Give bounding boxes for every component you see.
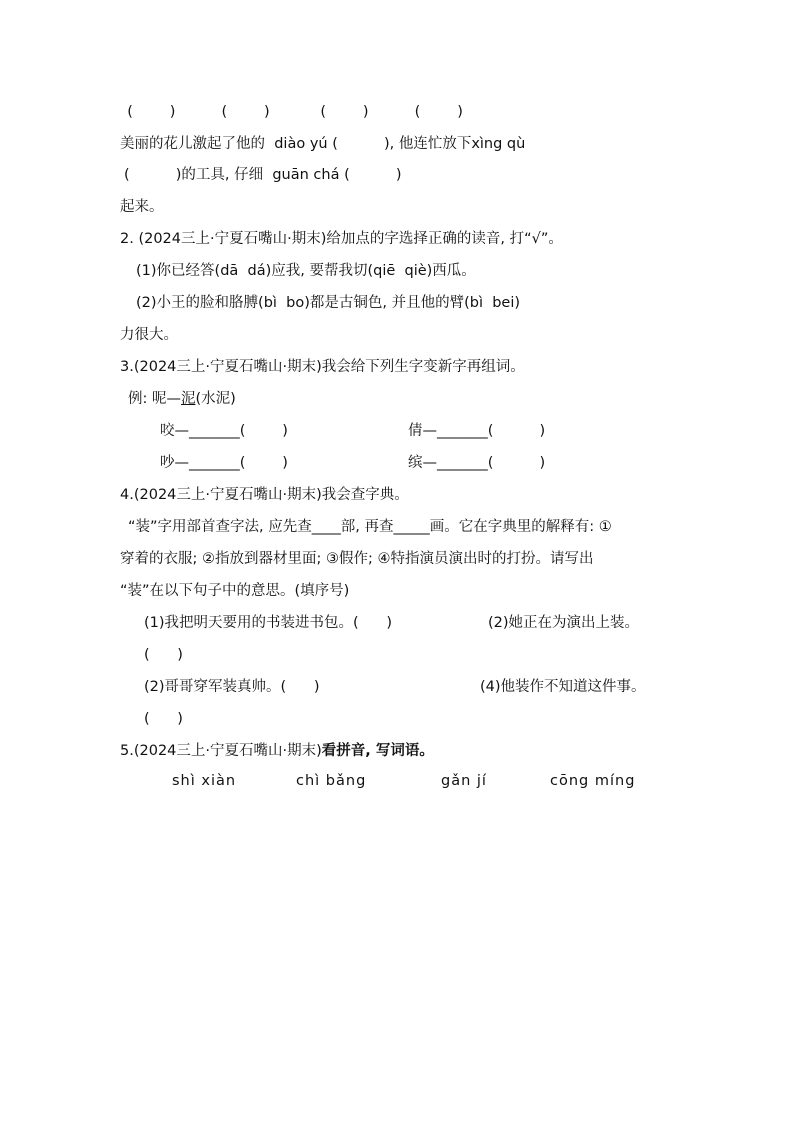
q1-line-2: ( )的工具, 仔细 guān chá ( ): [124, 167, 402, 183]
q3-row-1-right: 倩—_______( ): [408, 423, 546, 439]
q4-header: 4.(2024三上·宁夏石嘴山·期末)我会查字典。: [120, 487, 409, 503]
q3-example: [128, 389, 236, 409]
q5-pinyin-4: cōng míng: [550, 773, 636, 789]
q3-row-1-left: 咬—_______( ): [160, 423, 288, 439]
q3-header: 3.(2024三上·宁夏石嘴山·期末)我会给下列生字变新字再组词。: [120, 359, 525, 375]
q4-para-2: 穿着的衣服; ②指放到器材里面; ③假作; ④特指演员演出时的打扮。请写出: [120, 551, 594, 567]
q2-item-1: (1)你已经答(dā dá)应我, 要帮我切(qiē qiè)西瓜。: [136, 263, 476, 279]
q1-line-3: 起来。: [120, 199, 164, 215]
q5-header: [120, 741, 434, 761]
q2-item-2-cont: 力很大。: [120, 327, 178, 343]
q4-para-1: “装”字用部首查字法, 应先查____部, 再查_____画。它在字典里的解释有: ①: [128, 519, 612, 535]
q3-example-char: 泥: [181, 391, 196, 407]
q1-line-1: 美丽的花儿激起了他的 diào yú ( ), 他连忙放下xìng qù: [120, 136, 526, 152]
q5-header-source: 5.(2024三上·宁夏石嘴山·期末): [120, 743, 322, 759]
q3-example-prefix: 例: 呢—: [128, 391, 181, 407]
q3-row-2-right: 缤—_______( ): [408, 455, 546, 471]
q5-pinyin-1: shì xiàn: [172, 773, 237, 789]
q4-sentence-1: (1)我把明天要用的书装进书包。( ): [144, 615, 393, 631]
q4-sentence-4: (4)他装作不知道这件事。: [480, 679, 646, 695]
q3-row-2-left: 吵—_______( ): [160, 455, 288, 471]
q4-sentence-4-paren: ( ): [144, 711, 183, 727]
q5-pinyin-2: chì bǎng: [296, 773, 367, 789]
q3-example-suffix: (水泥): [195, 391, 236, 407]
q2-header: 2. (2024三上·宁夏石嘴山·期末)给加点的字选择正确的读音, 打“√”。: [120, 231, 563, 247]
q5-pinyin-3: gǎn jí: [441, 773, 487, 789]
q5-header-instruction: 看拼音, 写词语。: [321, 743, 434, 759]
q4-sentence-2-paren: ( ): [144, 647, 183, 663]
q2-item-2: (2)小王的脸和胳膊(bì bo)都是古铜色, 并且他的臂(bì bei): [136, 295, 521, 311]
q4-sentence-2: (2)她正在为演出上装。: [488, 615, 640, 631]
q4-para-3: “装”在以下句子中的意思。(填序号): [120, 583, 350, 599]
q4-sentence-3: (2)哥哥穿军装真帅。( ): [144, 679, 320, 695]
answer-parens-row: ( ) ( ) ( ) ( ): [118, 104, 463, 120]
